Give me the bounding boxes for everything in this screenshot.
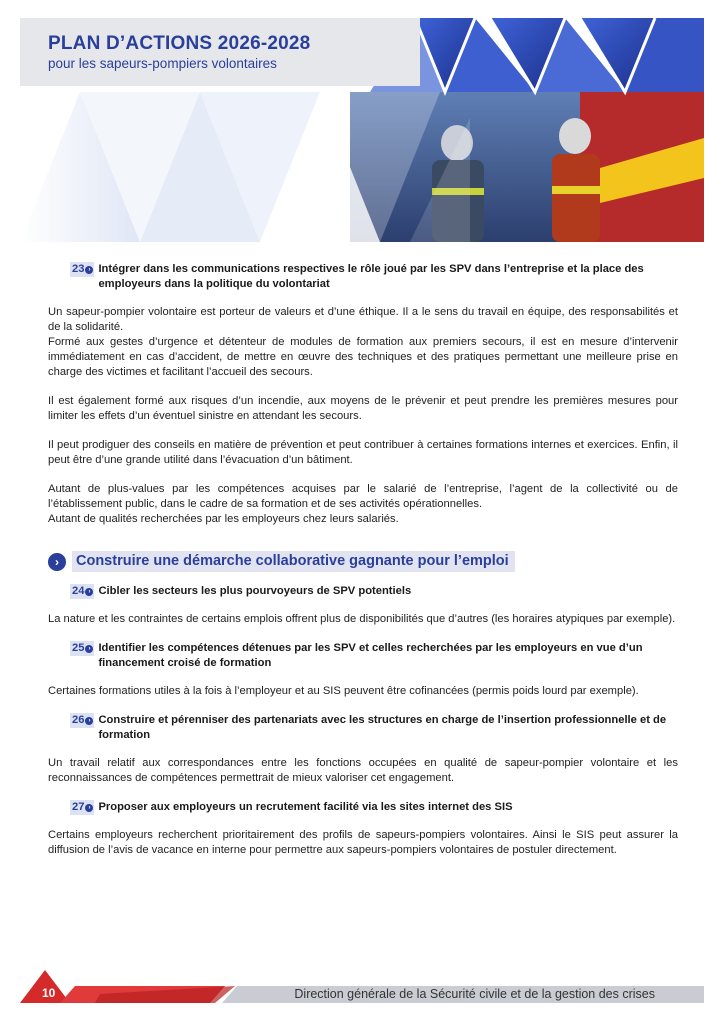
measure-number-badge: 23 › — [70, 262, 94, 277]
main-content — [48, 262, 678, 858]
page-title: PLAN D’ACTIONS 2026-2028 — [48, 33, 311, 54]
measure-number-badge: 25 › — [70, 641, 94, 656]
section-heading — [48, 551, 678, 572]
measure-23 — [70, 262, 678, 292]
paragraph: Certaines formations utiles à la fois à l’employeur et au SIS peuvent être cofinancées (permis poids lourd par exemple). — [48, 685, 639, 697]
measure-27 — [70, 800, 678, 815]
paragraph: Certains employeurs recherchent prioritairement des profils de sapeurs-pompiers volontaires. Ainsi le SIS peut assurer la diffusion de l’avis de vacance en interne pour permettre aux sapeurs-pompiers volontaires de postuler directement. — [48, 829, 678, 856]
measure-25 — [70, 641, 678, 671]
measure-24 — [70, 584, 678, 599]
chevron-right-icon: › — [85, 588, 93, 596]
page-subtitle: pour les sapeurs-pompiers volontaires — [48, 56, 277, 71]
paragraph: Autant de plus-values par les compétences acquises par le salarié de l’entreprise, l’agent de la collectivité ou de l’établissement public, dans le cadre de sa formation et de ses activités opérationnelles. — [48, 483, 678, 510]
title-block — [20, 18, 420, 86]
paragraph: Il peut prodiguer des conseils en matière de prévention et peut contribuer à certaines formations internes et exercices. Enfin, il peut être d’une grande utilité dans l’évacuation d’un bâtiment. — [48, 439, 678, 466]
paragraph: Il est également formé aux risques d’un incendie, aux moyens de le prévenir et peut prendre les premières mesures pour limiter les effets d’un éventuel sinistre en attendant les secours. — [48, 395, 678, 422]
measure-title: Cibler les secteurs les plus pourvoyeurs de SPV potentiels — [98, 585, 412, 597]
measure-title: Identifier les compétences détenues par les SPV et celles recherchées par les employeurs en vue d’un financement croisé de formation — [98, 642, 643, 669]
measure-title: Construire et pérenniser des partenariats avec les structures en charge de l’insertion professionnelle et de formation — [98, 714, 667, 741]
paragraph: Autant de qualités recherchées par les employeurs chez leurs salariés. — [48, 513, 399, 525]
chevron-right-icon: › — [48, 553, 66, 571]
paragraph: Un travail relatif aux correspondances entre les fonctions occupées en qualité de sapeur-pompier volontaire et les reconnaissances de compétences permettrait de mieux valoriser cet engagement. — [48, 757, 678, 784]
paragraph: Un sapeur-pompier volontaire est porteur de valeurs et d’une éthique. Il a le sens du travail en équipe, des responsabilités et de la solidarité. — [48, 306, 678, 333]
measure-26 — [70, 713, 678, 743]
paragraph: Formé aux gestes d’urgence et détenteur de modules de formation aux premiers secours, il est en mesure d’intervenir immédiatement en cas d’accident, de mettre en œuvre des techniques et des pratiques permettant une meilleure prise en charge des victimes et facilitant l’accueil des secours. — [48, 336, 678, 378]
footer-text: Direction générale de la Sécurité civile et de la gestion des crises — [294, 987, 655, 1001]
page-header — [20, 18, 704, 242]
chevron-right-icon: › — [85, 266, 93, 274]
measure-number-badge: 27 › — [70, 800, 94, 815]
page-footer — [0, 968, 725, 1008]
chevron-right-icon: › — [85, 645, 93, 653]
chevron-right-icon: › — [85, 717, 93, 725]
measure-number-badge: 24 › — [70, 584, 94, 599]
measure-number-badge: 26 › — [70, 713, 94, 728]
paragraph: La nature et les contraintes de certains emplois offrent plus de disponibilités que d’autres (les horaires atypiques par exemple). — [48, 613, 676, 625]
section-title: Construire une démarche collaborative gagnante pour l’emploi — [72, 551, 515, 572]
page-number: 10 — [42, 986, 56, 1000]
measure-title: Intégrer dans les communications respectives le rôle joué par les SPV dans l’entreprise et la place des employeurs dans la politique du volontariat — [98, 263, 644, 290]
chevron-right-icon: › — [85, 804, 93, 812]
measure-title: Proposer aux employeurs un recrutement facilité via les sites internet des SIS — [98, 801, 513, 813]
